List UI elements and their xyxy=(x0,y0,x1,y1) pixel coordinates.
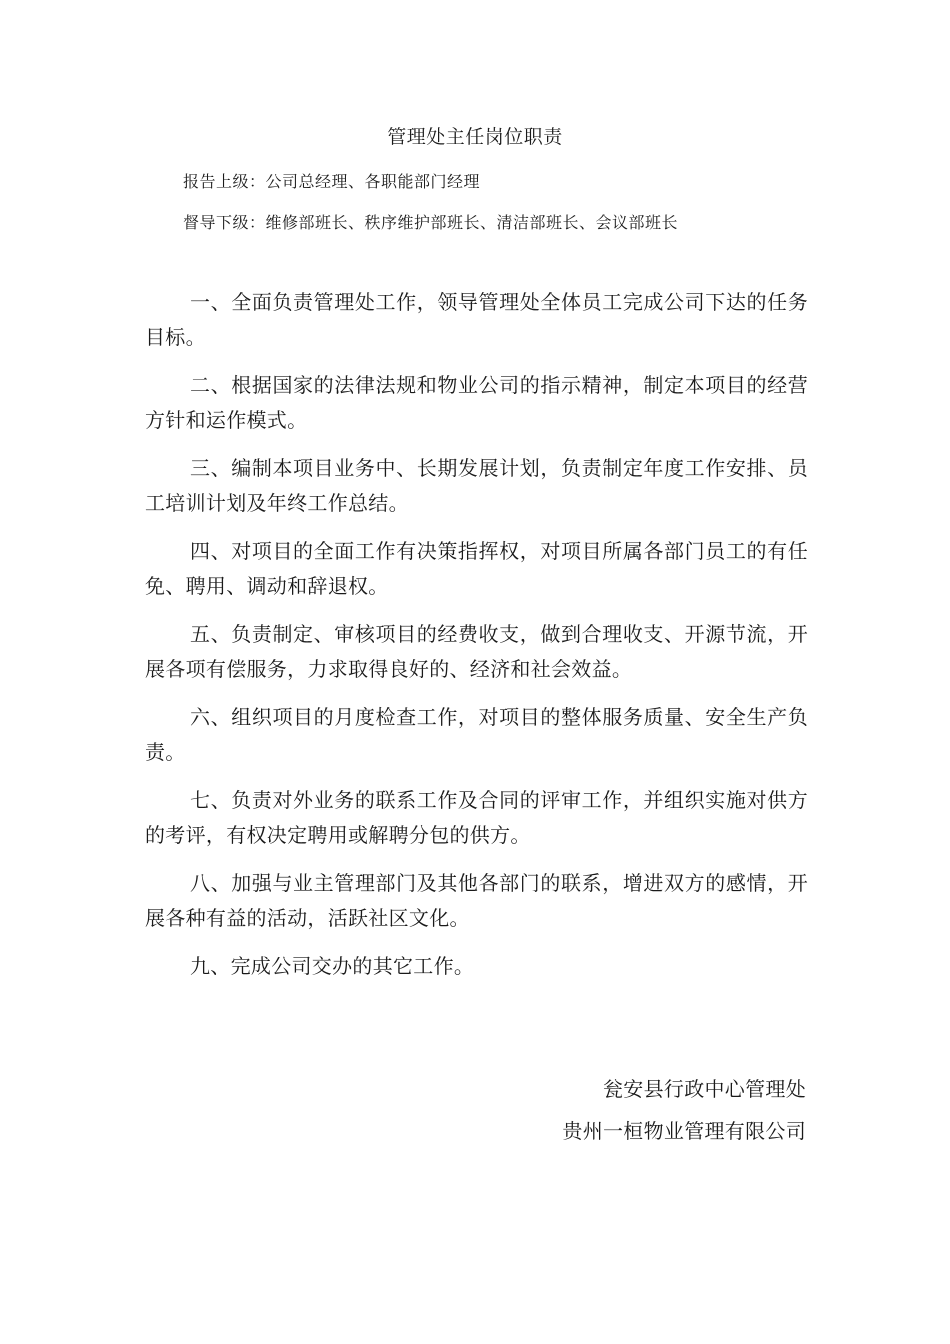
duty-item: 六、组织项目的月度检查工作，对项目的整体服务质量、安全生产负责。 xyxy=(145,705,808,764)
duty-item: 一、全面负责管理处工作，领导管理处全体员工完成公司下达的任务目标。 xyxy=(145,290,808,349)
duty-item: 九、完成公司交办的其它工作。 xyxy=(190,954,475,978)
signature-company: 贵州一桓物业管理有限公司 xyxy=(562,1119,806,1143)
supervise-line: 督导下级：维修部班长、秩序维护部班长、清洁部班长、会议部班长 xyxy=(183,213,679,232)
duties-list xyxy=(145,285,808,997)
duty-item: 七、负责对外业务的联系工作及合同的评审工作，并组织实施对供方的考评，有权决定聘用或解聘分包的供方。 xyxy=(145,788,808,847)
duty-item: 五、负责制定、审核项目的经费收支，做到合理收支、开源节流，开展各项有偿服务，力求取得良好的、经济和社会效益。 xyxy=(145,622,808,681)
duty-item: 二、根据国家的法律法规和物业公司的指示精神，制定本项目的经营方针和运作模式。 xyxy=(145,373,808,432)
duty-item: 三、编制本项目业务中、长期发展计划，负责制定年度工作安排、员工培训计划及年终工作总结。 xyxy=(145,456,808,515)
document-title: 管理处主任岗位职责 xyxy=(387,126,563,148)
duty-item: 八、加强与业主管理部门及其他各部门的联系，增进双方的感情，开展各种有益的活动，活跃社区文化。 xyxy=(145,871,808,930)
signature-office: 瓮安县行政中心管理处 xyxy=(603,1077,806,1101)
report-to-line: 报告上级：公司总经理、各职能部门经理 xyxy=(183,172,481,191)
duty-item: 四、对项目的全面工作有决策指挥权，对项目所属各部门员工的有任免、聘用、调动和辞退权。 xyxy=(145,539,808,598)
